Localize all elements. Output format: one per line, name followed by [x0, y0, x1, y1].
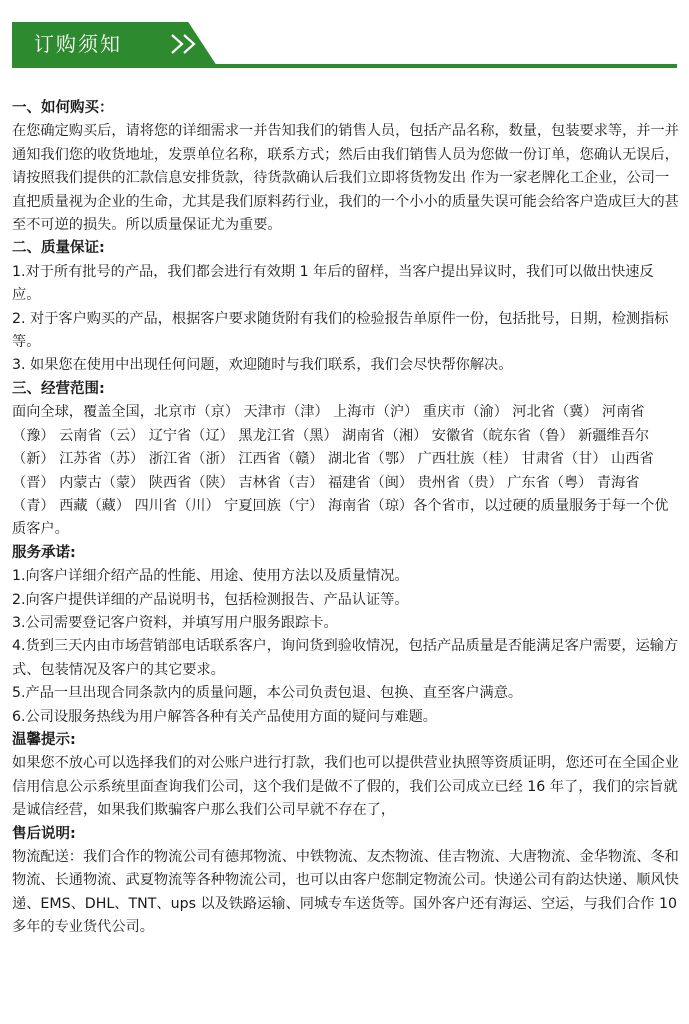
section-warm-tips [12, 729, 680, 823]
section-paragraph: 物流配送：我们合作的物流公司有德邦物流、中铁物流、友杰物流、佳吉物流、大唐物流、金华物流、冬和物流、长通物流、武夏物流等各种物流公司，也可以由客户您制定物流公司。快递公司有韵达快递、顺风快递、EMS、DHL、TNT、ups 以及铁路运输、同城专车送货等。国外客户还有海运、空运，与我们合作 10 多年的专业货代公司。 [12, 849, 679, 936]
section-paragraph: 5.产品一旦出现合同条款内的质量问题，本公司负责包退、包换、直至客户满意。 [12, 685, 523, 702]
section-paragraph: 面向全球，覆盖全国，北京市（京） 天津市（津） 上海市（沪） 重庆市（渝） 河北省（冀） 河南省（豫） 云南省（云） 辽宁省（辽） 黑龙江省（黑） 湖南省（湘） 安徽省（皖东省（鲁） 新疆维吾尔（新） 江苏省（苏） 浙江省（浙） 江西省（赣） 湖北省（鄂） 广西壮族（桂） 甘肃省（甘） 山西省（晋） 内蒙古（蒙） 陕西省（陕） 吉林省（吉） 福建省（闽） 贵州省（贵） 广东省（粤） 青海省（青） 西藏（藏） 四川省（川） 宁夏回族（宁） 海南省（琼）各个省市，以过硬的质量服务于每一个优质客户。 [12, 404, 669, 538]
section-heading: 服务承诺: [12, 544, 76, 561]
section-how-to-buy [12, 97, 680, 237]
section-paragraph: 4.货到三天内由市场营销部电话联系客户，询问货到验收情况，包括产品质量是否能满足客户需要，运输方式、包装情况及客户的其它要求。 [12, 638, 679, 678]
section-heading: 一、如何购买： [12, 100, 114, 116]
section-heading: 二、质量保证: [12, 240, 105, 257]
page-header [12, 22, 677, 70]
section-paragraph: 1.对于所有批号的产品，我们都会进行有效期 1 年后的留样，当客户提出异议时，我们可以做出快速反应。 [12, 263, 654, 304]
section-paragraph: 1.向客户详细介绍产品的性能、用途、使用方法以及质量情况。 [12, 568, 409, 585]
section-paragraph: 2. 对于客户购买的产品，根据客户要求随货附有我们的检验报告单原件一份，包括批号，日期，检测指标等。 [12, 310, 669, 351]
header-title: 订购须知 [34, 32, 122, 56]
section-paragraph: 6.公司设服务热线为用户解答各种有关产品使用方面的疑问与难题。 [12, 708, 437, 725]
header-divider [12, 64, 677, 68]
section-heading: 温馨提示: [12, 731, 76, 748]
section-business-scope [12, 378, 680, 542]
section-heading: 三、经营范围: [12, 380, 105, 397]
section-heading: 售后说明: [12, 825, 76, 842]
section-paragraph: 2.向客户提供详细的产品说明书，包括检测报告、产品认证等。 [12, 591, 409, 608]
section-paragraph: 3.公司需要登记客户资料，并填写用户服务跟踪卡。 [12, 614, 338, 631]
section-after-sales [12, 823, 680, 940]
section-quality-assurance [12, 237, 680, 377]
section-paragraph: 3. 如果您在使用中出现任何问题，欢迎随时与我们联系，我们会尽快帮你解决。 [12, 357, 513, 374]
section-paragraph: 如果您不放心可以选择我们的对公账户进行打款，我们也可以提供营业执照等资质证明，您还可在全国企业信用信息公示系统里面查询我们公司，这个我们是做不了假的，我们公司成立已经 16 年了，我们的宗旨就是诚信经营，如果我们欺骗客户那么我们公司早就不存在了， [12, 755, 679, 819]
section-service-commitment [12, 542, 680, 729]
double-chevron-right-icon [168, 32, 204, 56]
section-paragraph: 在您确定购买后，请将您的详细需求一并告知我们的销售人员，包括产品名称，数量，包装要求等，并一并通知我们您的收货地址，发票单位名称，联系方式；然后由我们销售人员为您做一份订单，您确认无误后，请按照我们提供的汇款信息安排货款，待货款确认后我们立即将货物发出 作为一家老牌化工企业，公司一直把质量视为企业的生命，尤其是我们原料药行业，我们的一个小小的质量失误可能会给客户造成巨大的甚至不可逆的损失。所以质量保证尤为重要。 [12, 123, 679, 234]
notice-content [12, 97, 680, 940]
